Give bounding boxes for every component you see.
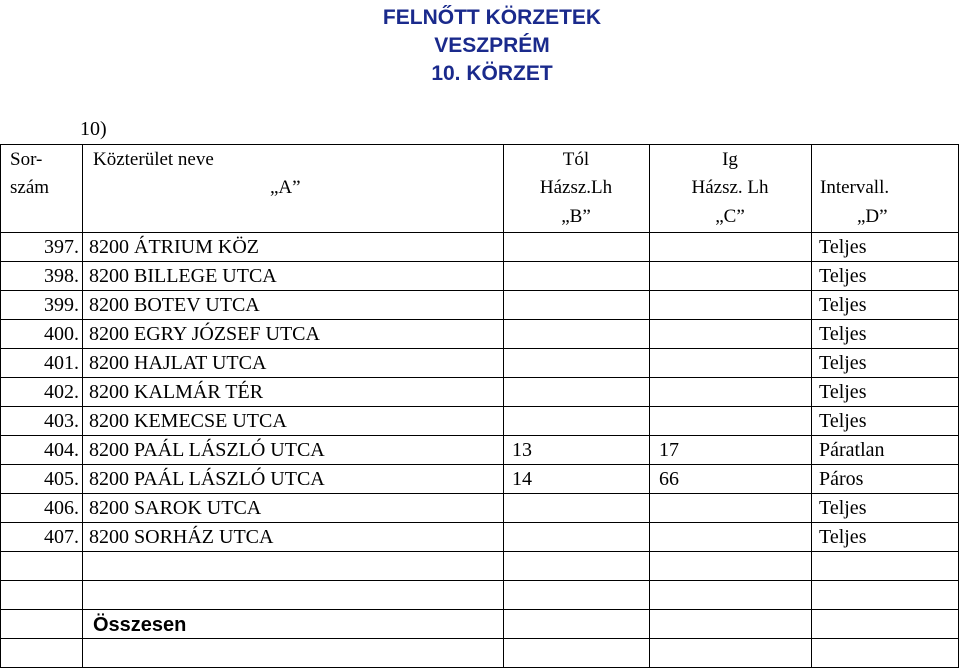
row-number: 407. <box>44 526 79 548</box>
row-number: 406. <box>44 497 79 519</box>
row-interval: Páratlan <box>819 439 885 461</box>
header-sorszam-2: szám <box>10 177 50 198</box>
row-number: 405. <box>44 468 79 490</box>
row-interval: Teljes <box>819 352 867 374</box>
row-number: 402. <box>44 381 79 403</box>
row-street-name: 8200 ÁTRIUM KÖZ <box>89 236 259 258</box>
row-from-number: 14 <box>512 468 532 490</box>
page-title-line-2: VESZPRÉM <box>434 34 550 57</box>
row-street-name: 8200 SORHÁZ UTCA <box>89 526 274 548</box>
row-interval: Teljes <box>819 410 867 432</box>
row-street-name: 8200 SAROK UTCA <box>89 497 262 519</box>
row-number: 404. <box>44 439 79 461</box>
header-sorszam-1: Sor- <box>10 149 43 170</box>
row-interval: Teljes <box>819 265 867 287</box>
total-label: Összesen <box>93 614 187 636</box>
row-number: 403. <box>44 410 79 432</box>
row-street-name: 8200 PAÁL LÁSZLÓ UTCA <box>89 439 325 461</box>
row-street-name: 8200 HAJLAT UTCA <box>89 352 267 374</box>
header-tol-1: Tól <box>562 149 590 170</box>
row-street-name: 8200 PAÁL LÁSZLÓ UTCA <box>89 468 325 490</box>
row-interval: Teljes <box>819 381 867 403</box>
row-street-name: 8200 BOTEV UTCA <box>89 294 260 316</box>
header-kozterulet-1: Közterület neve <box>93 149 214 170</box>
header-ig-2: Házsz. Lh <box>691 177 769 198</box>
page-title-line-1: FELNŐTT KÖRZETEK <box>382 6 602 29</box>
row-street-name: 8200 KALMÁR TÉR <box>89 381 264 403</box>
header-kozterulet-2: „A” <box>270 177 301 198</box>
header-intervall-2: „D” <box>857 206 888 227</box>
row-number: 400. <box>44 323 79 345</box>
row-to-number: 17 <box>659 439 679 461</box>
row-number: 398. <box>44 265 79 287</box>
row-interval: Teljes <box>819 323 867 345</box>
row-street-name: 8200 BILLEGE UTCA <box>89 265 277 287</box>
row-interval: Páros <box>819 468 864 490</box>
header-ig-3: „C” <box>715 206 745 227</box>
row-number: 399. <box>44 294 79 316</box>
header-ig-1: Ig <box>722 149 738 170</box>
header-intervall-1: Intervall. <box>820 177 890 198</box>
header-tol-2: Házsz.Lh <box>539 177 613 198</box>
row-interval: Teljes <box>819 497 867 519</box>
page-title-line-3: 10. KÖRZET <box>431 62 553 85</box>
row-to-number: 66 <box>659 468 679 490</box>
section-label: 10) <box>80 118 107 140</box>
row-number: 401. <box>44 352 79 374</box>
row-interval: Teljes <box>819 294 867 316</box>
row-number: 397. <box>44 236 79 258</box>
row-interval: Teljes <box>819 236 867 258</box>
row-street-name: 8200 KEMECSE UTCA <box>89 410 287 432</box>
row-interval: Teljes <box>819 526 867 548</box>
header-tol-3: „B” <box>561 206 591 227</box>
row-from-number: 13 <box>512 439 532 461</box>
row-street-name: 8200 EGRY JÓZSEF UTCA <box>89 323 320 345</box>
